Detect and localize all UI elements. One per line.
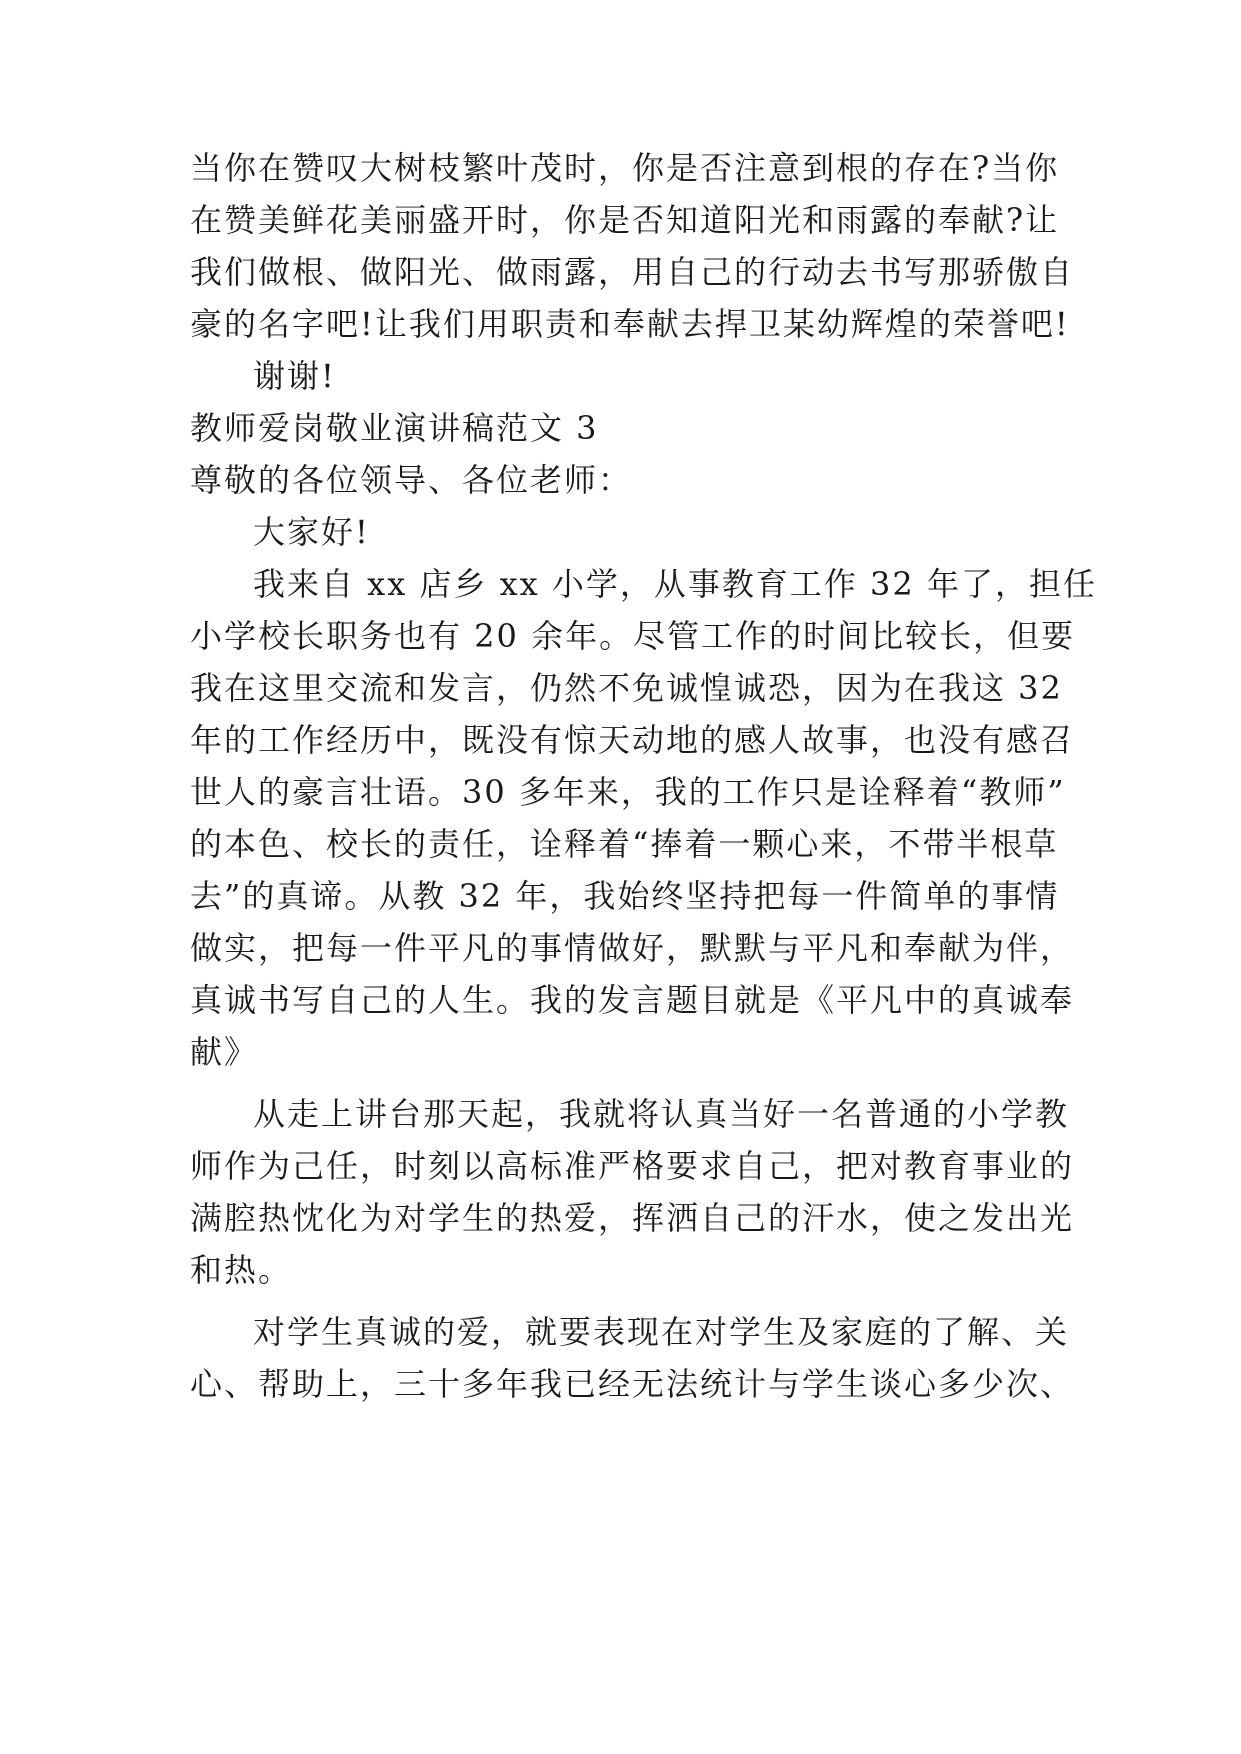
thanks-line: 谢谢!	[253, 357, 336, 395]
salutation: 尊敬的各位领导、各位老师：	[190, 461, 633, 499]
paragraph-line: 真诚书写自己的人生。我的发言题目就是《平凡中的真诚奉	[190, 981, 1075, 1019]
paragraph-line: 师作为己任，时刻以高标准严格要求自己，把对教育事业的	[190, 1147, 1075, 1185]
speech-title: 教师爱岗敬业演讲稿范文 3	[190, 409, 599, 447]
paragraph-line: 豪的名字吧!让我们用职责和奉献去捍卫某幼辉煌的荣誉吧!	[190, 305, 1070, 343]
paragraph-line: 当你在赞叹大树枝繁叶茂时，你是否注意到根的存在?当你	[190, 149, 1060, 187]
paragraph-line: 献》	[190, 1033, 259, 1071]
paragraph-line: 做实，把每一件平凡的事情做好，默默与平凡和奉献为伴，	[190, 929, 1075, 967]
paragraph-line: 我们做根、做阳光、做雨露，用自己的行动去书写那骄傲自	[190, 253, 1075, 291]
paragraph-line: 在赞美鲜花美丽盛开时，你是否知道阳光和雨露的奉献?让	[190, 201, 1060, 239]
paragraph-line: 对学生真诚的爱，就要表现在对学生及家庭的了解、关	[253, 1313, 1070, 1351]
greeting: 大家好!	[253, 513, 370, 551]
paragraph-line: 心、帮助上，三十多年我已经无法统计与学生谈心多少次、	[190, 1365, 1075, 1403]
paragraph-line: 小学校长职务也有 20 余年。尽管工作的时间比较长，但要	[190, 617, 1076, 655]
paragraph-line: 和热。	[190, 1251, 293, 1289]
paragraph-line: 世人的豪言壮语。30 多年来，我的工作只是诠释着“教师”	[190, 773, 1066, 811]
paragraph-line: 从走上讲台那天起，我就将认真当好一名普通的小学教	[253, 1095, 1070, 1133]
paragraph-line: 年的工作经历中，既没有惊天动地的感人故事，也没有感召	[190, 721, 1075, 759]
paragraph-line: 的本色、校长的责任，诠释着“捧着一颗心来，不带半根草	[190, 825, 1059, 863]
paragraph-line: 满腔热忱化为对学生的热爱，挥洒自己的汗水，使之发出光	[190, 1199, 1075, 1237]
paragraph-line: 我来自 xx 店乡 xx 小学，从事教育工作 32 年了，担任	[253, 565, 1097, 603]
paragraph-line: 去”的真谛。从教 32 年，我始终坚持把每一件简单的事情	[190, 877, 1060, 915]
paragraph-line: 我在这里交流和发言，仍然不免诚惶诚恐，因为在我这 32	[190, 669, 1063, 707]
